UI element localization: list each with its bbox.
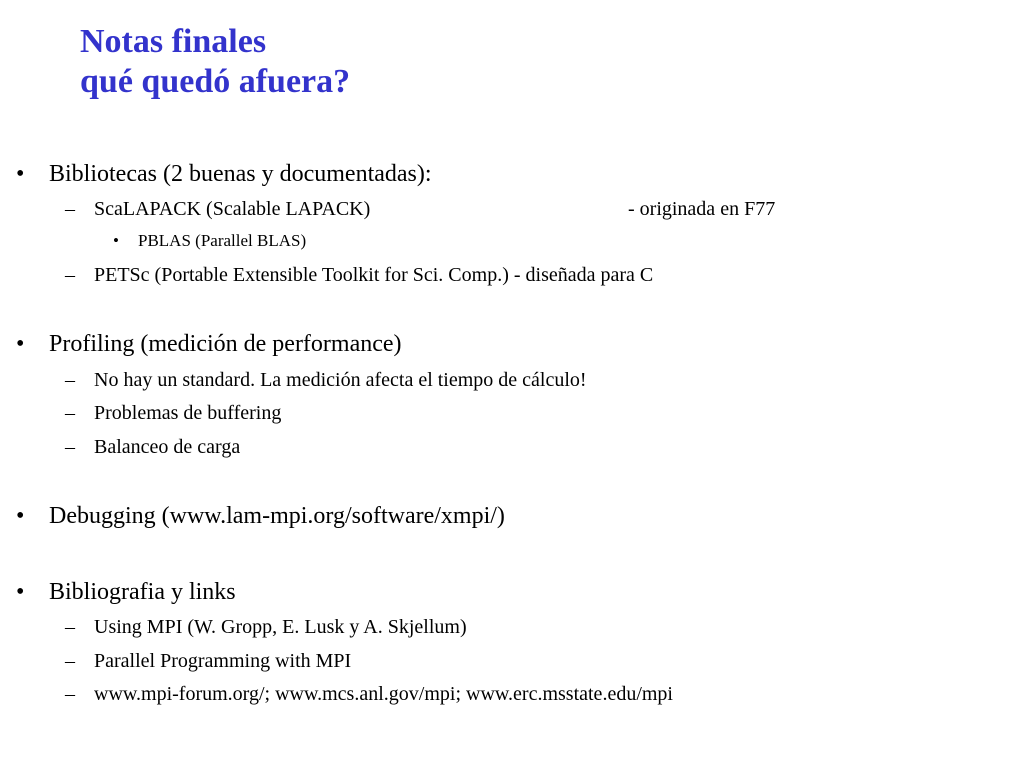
subitem-profiling-text: Problemas de buffering <box>94 402 282 424</box>
subitem-profiling <box>65 368 587 392</box>
dash-marker: – <box>65 264 75 286</box>
bullet-marker: • <box>16 331 25 357</box>
bullet-bibliography <box>16 578 236 606</box>
bullet-marker: • <box>16 579 25 605</box>
subitem-bibliography-text: www.mpi-forum.org/; www.mcs.anl.gov/mpi; www.erc.msstate.edu/mpi <box>94 683 673 705</box>
subitem-profiling-text: No hay un standard. La medición afecta el tiempo de cálculo! <box>94 369 587 391</box>
dash-marker: – <box>65 650 75 672</box>
dash-marker: – <box>65 616 75 638</box>
subitem-profiling <box>65 401 282 425</box>
bullet-debugging-text: Debugging (www.lam-mpi.org/software/xmpi/) <box>49 503 505 529</box>
subitem-bibliography <box>65 649 352 673</box>
subitem-bibliography <box>65 682 673 706</box>
bullet-marker: • <box>16 161 25 187</box>
dash-marker: – <box>65 402 75 424</box>
subitem-scalapack <box>65 197 776 221</box>
bullet-profiling-text: Profiling (medición de performance) <box>49 331 402 357</box>
dash-marker: – <box>65 683 75 705</box>
subitem-profiling <box>65 435 241 459</box>
bullet-libraries <box>16 160 432 188</box>
slide-title-line-2: qué quedó afuera? <box>80 63 351 100</box>
dash-marker: – <box>65 198 75 220</box>
slide-title <box>80 22 350 102</box>
bullet-debugging <box>16 502 505 530</box>
subitem-scalapack-text: ScaLAPACK (Scalable LAPACK) <box>94 198 371 220</box>
bullet-profiling <box>16 330 402 358</box>
subitem-petsc <box>65 263 654 287</box>
bullet-marker: • <box>113 231 119 250</box>
subsubitem-pblas <box>113 231 307 251</box>
bullet-marker: • <box>16 503 25 529</box>
dash-marker: – <box>65 436 75 458</box>
bullet-libraries-text: Bibliotecas (2 buenas y documentadas): <box>49 161 432 187</box>
subsubitem-pblas-text: PBLAS (Parallel BLAS) <box>138 231 307 250</box>
subitem-scalapack-note: - originada en F77 <box>628 198 776 220</box>
dash-marker: – <box>65 369 75 391</box>
subitem-bibliography <box>65 615 467 639</box>
bullet-bibliography-text: Bibliografia y links <box>49 579 236 605</box>
subitem-petsc-text: PETSc (Portable Extensible Toolkit for Sci. Comp.) - diseñada para C <box>94 264 654 286</box>
subitem-bibliography-text: Using MPI (W. Gropp, E. Lusk y A. Skjellum) <box>94 616 467 638</box>
slide-title-line-1: Notas finales <box>80 23 267 60</box>
subitem-profiling-text: Balanceo de carga <box>94 436 241 458</box>
subitem-bibliography-text: Parallel Programming with MPI <box>94 650 352 672</box>
